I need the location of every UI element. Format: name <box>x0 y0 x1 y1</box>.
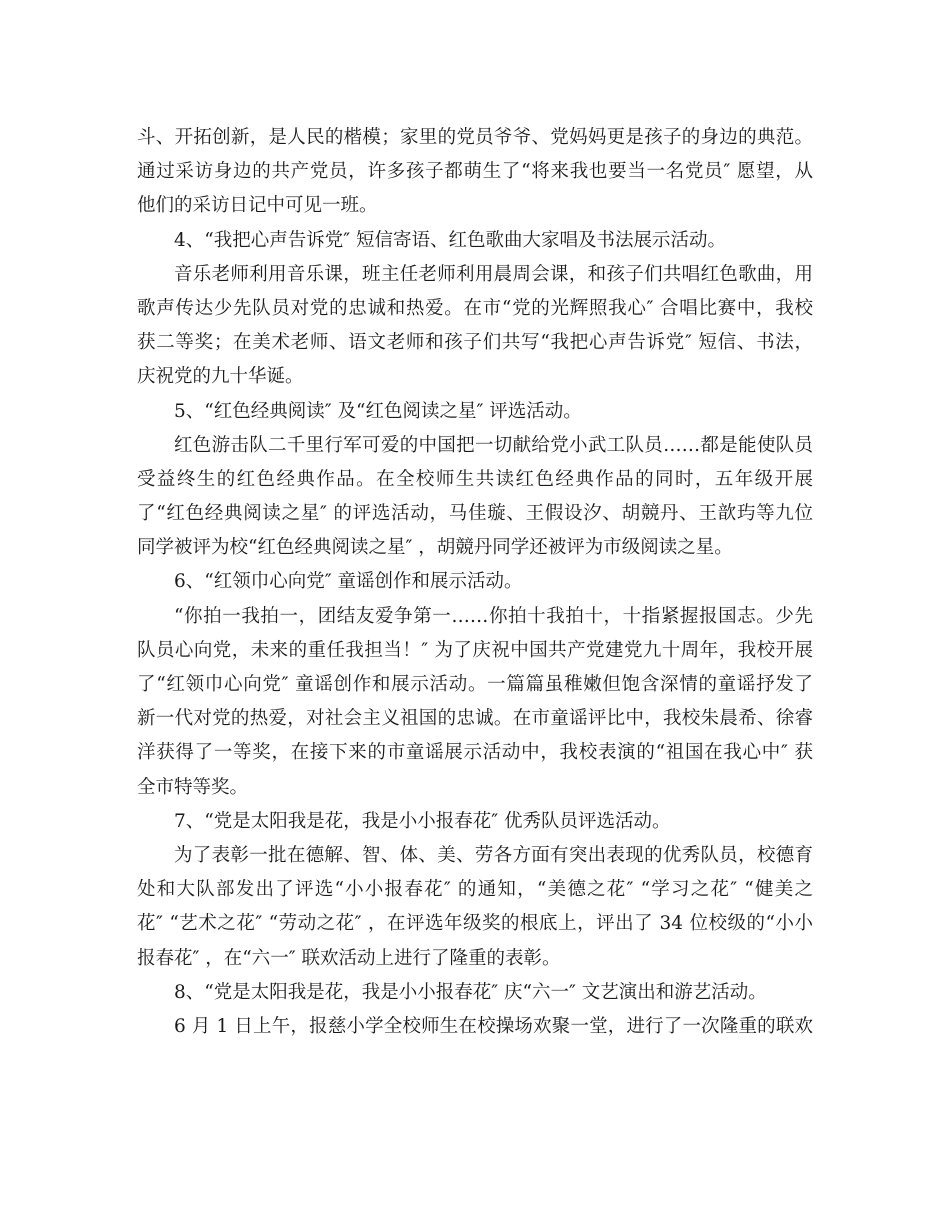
text-line: 红色游击队二千里行军可爱的中国把一切献给党小武工队员……都是能使队员 <box>174 434 813 456</box>
body-paragraph <box>137 429 813 566</box>
section-heading <box>137 976 813 1010</box>
text-line: 通过采访身边的共产党员，许多孩子都萌生了“将来我也要当一名党员″ 愿望，从 <box>137 161 813 183</box>
text-line: 6、“红领巾心向党″ 童谣创作和展示活动。 <box>174 571 523 593</box>
text-line: 斗、开拓创新，是人民的楷模；家里的党员爷爷、党妈妈更是孩子的身边的典范。 <box>137 127 813 148</box>
text-line: 全市特等奖。 <box>137 776 249 798</box>
text-line: 同学被评为校“红色经典阅读之星″ ，胡競丹同学还被评为市级阅读之星。 <box>137 537 733 559</box>
text-line: 为了表彰一批在德解、智、体、美、劳各方面有突出表现的优秀队员，校德育 <box>174 844 813 866</box>
text-line: 8、“党是太阳我是花，我是小小报春花″ 庆“六一″ 文艺演出和游艺活动。 <box>174 981 767 1003</box>
body-paragraph <box>137 258 813 395</box>
section-heading <box>137 395 813 429</box>
section-heading <box>137 224 813 258</box>
body-paragraph <box>137 600 813 805</box>
text-line: 新一代对党的热爱，对社会主义祖国的忠诚。在市童谣评比中，我校朱晨希、徐睿 <box>137 708 813 730</box>
text-line: 队员心向党，未来的重任我担当！″ 为了庆祝中国共产党建党九十周年，我校开展 <box>137 639 813 661</box>
body-paragraph <box>137 839 813 976</box>
text-line: 4、“我把心声告诉党″ 短信寄语、红色歌曲大家唱及书法展示活动。 <box>174 229 727 251</box>
text-line: 花″ “艺术之花″ “劳动之花″ ，在评选年级奖的根底上，评出了 34 位校级的“小小 <box>137 913 813 935</box>
text-line: 5、“红色经典阅读″ 及“红色阅读之星″ 评选活动。 <box>174 400 582 422</box>
text-line: “你拍一我拍一，团结友爱争第一……你拍十我拍十，十指紧握报国志。少先 <box>174 605 813 627</box>
section-heading <box>137 565 813 599</box>
text-line: 受益终生的红色经典作品。在全校师生共读红色经典作品的同时，五年级开展 <box>137 468 813 490</box>
document-body <box>137 121 813 1044</box>
text-line: 7、“党是太阳我是花，我是小小报春花″ 优秀队员评选活动。 <box>174 810 671 832</box>
text-line: 歌声传达少先队员对党的忠诚和热爱。在市“党的光辉照我心″ 合唱比赛中，我校 <box>137 297 813 319</box>
text-line: 了“红色经典阅读之星″ 的评选活动，马佳璇、王假设汐、胡競丹、王歆玙等九位 <box>137 503 813 525</box>
text-line: 6 月 1 日上午，报慈小学全校师生在校操场欢聚一堂，进行了一次隆重的联欢 <box>174 1015 813 1037</box>
body-paragraph <box>137 1010 813 1044</box>
text-line: 报春花″ ，在“六一″ 联欢活动上进行了隆重的表彰。 <box>137 947 561 969</box>
text-line: 庆祝党的九十华诞。 <box>137 366 304 388</box>
section-heading <box>137 805 813 839</box>
text-line: 他们的采访日记中可见一班。 <box>137 195 378 217</box>
text-line: 音乐老师利用音乐课，班主任老师利用晨周会课，和孩子们共唱红色歌曲，用 <box>174 263 813 285</box>
text-line: 处和大队部发出了评选“小小报春花″ 的通知，“美德之花″ “学习之花″ “健美之 <box>137 879 813 901</box>
text-line: 洋获得了一等奖，在接下来的市童谣展示活动中，我校表演的“祖国在我心中″ 获 <box>137 742 813 764</box>
text-line: 获二等奖；在美术老师、语文老师和孩子们共写“我把心声告诉党″ 短信、书法， <box>137 332 813 354</box>
body-paragraph <box>137 121 813 224</box>
text-line: 了“红领巾心向党″ 童谣创作和展示活动。一篇篇虽稚嫩但饱含深情的童谣抒发了 <box>137 674 813 695</box>
